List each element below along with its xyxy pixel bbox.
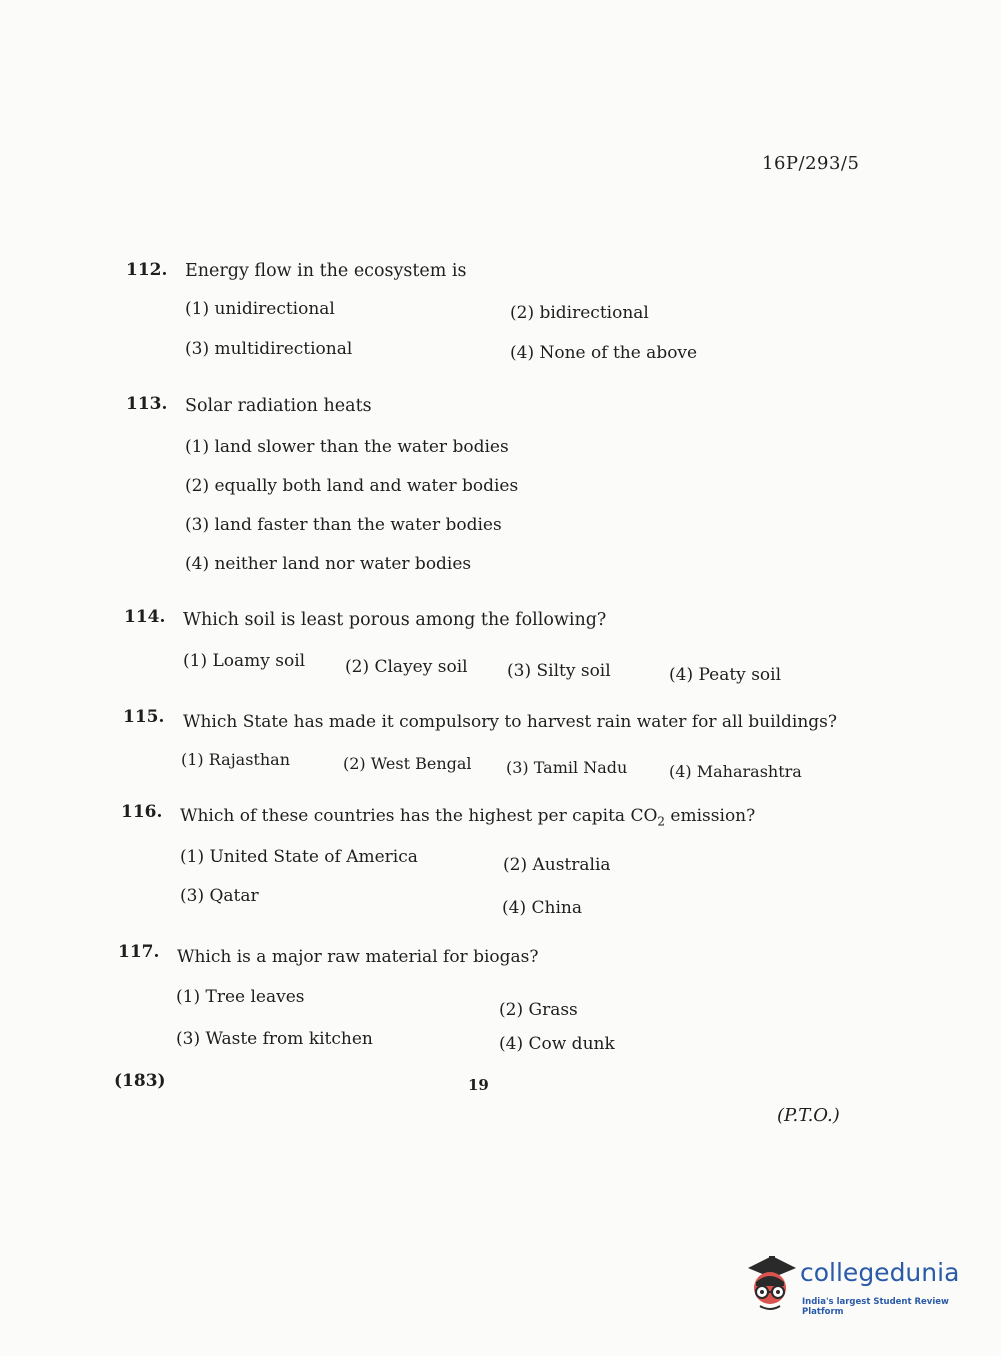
mascot-icon [742, 1250, 800, 1320]
option: (4) China [502, 898, 582, 918]
option: (4) None of the above [510, 343, 698, 363]
question-number: 112. [126, 260, 168, 280]
question-number: 113. [126, 394, 168, 414]
option: (3) land faster than the water bodies [185, 515, 502, 535]
option: (3) multidirectional [185, 339, 353, 359]
option: (1) United State of America [180, 847, 418, 867]
page-number: 19 [468, 1076, 489, 1094]
option: (3) Silty soil [507, 661, 611, 681]
collegedunia-logo [742, 1250, 972, 1320]
option: (4) Cow dunk [499, 1034, 615, 1054]
option: (1) Rajasthan [181, 750, 290, 769]
question-text: Which soil is least porous among the following? [183, 610, 607, 630]
question-text: Which State has made it compulsory to harvest rain water for all buildings? [183, 712, 837, 732]
option: (1) Tree leaves [176, 987, 305, 1007]
option: (2) Clayey soil [345, 657, 468, 677]
question-text: Energy flow in the ecosystem is [185, 261, 467, 281]
option: (3) Waste from kitchen [176, 1029, 373, 1049]
question-text [180, 806, 755, 828]
paper-code: 16P/293/5 [762, 153, 860, 174]
please-turn-over: (P.T.O.) [777, 1105, 840, 1126]
subscript: 2 [657, 814, 666, 829]
question-number: 117. [118, 942, 160, 962]
option: (1) land slower than the water bodies [185, 437, 509, 457]
option: (2) equally both land and water bodies [185, 476, 519, 496]
option: (2) Grass [499, 1000, 578, 1020]
option: (2) bidirectional [510, 303, 649, 323]
option: (1) unidirectional [185, 299, 335, 319]
question-number: 114. [124, 607, 166, 627]
question-text: Which is a major raw material for biogas? [177, 947, 539, 967]
option: (3) Tamil Nadu [506, 758, 628, 777]
question-text-part: emission? [665, 806, 756, 826]
option: (4) Maharashtra [669, 762, 802, 781]
option: (4) Peaty soil [669, 665, 782, 685]
logo-name: collegedunia [800, 1258, 960, 1287]
option: (3) Qatar [180, 886, 259, 906]
booklet-code: (183) [114, 1071, 166, 1091]
option: (4) neither land nor water bodies [185, 554, 472, 574]
question-number: 115. [123, 707, 165, 727]
logo-tagline: India's largest Student Review Platform [802, 1297, 949, 1317]
question-text-part: Which of these countries has the highest per capita CO [180, 806, 658, 826]
option: (2) Australia [503, 855, 611, 875]
question-number: 116. [121, 802, 163, 822]
question-text: Solar radiation heats [185, 396, 372, 416]
option: (1) Loamy soil [183, 651, 306, 671]
option: (2) West Bengal [343, 754, 472, 773]
